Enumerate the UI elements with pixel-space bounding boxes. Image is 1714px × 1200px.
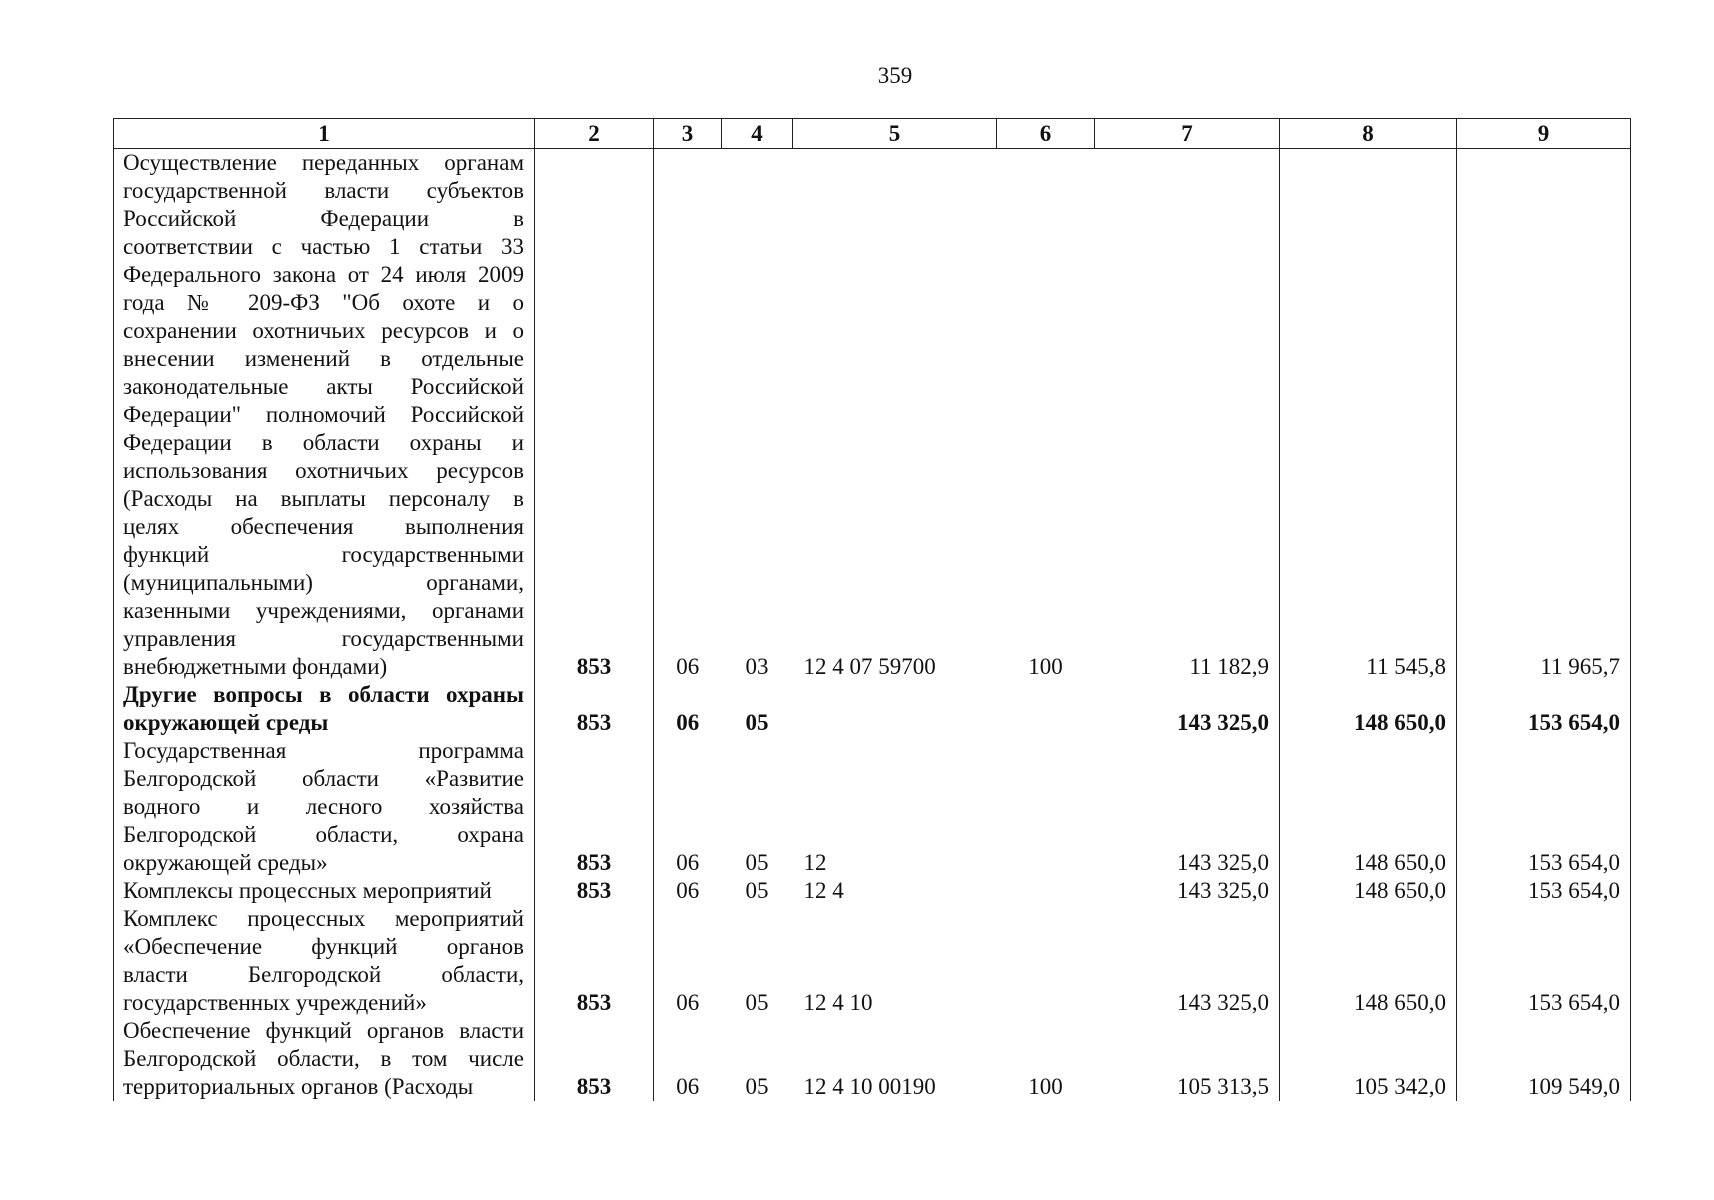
description-line: законодательные акты Российской xyxy=(123,374,524,399)
amount-year3-cell: 153 654,0 xyxy=(1457,905,1631,1017)
table-row xyxy=(114,737,1631,877)
amount-year2-cell: 148 650,0 xyxy=(1280,737,1457,877)
amount-year1-cell: 143 325,0 xyxy=(1095,877,1280,905)
amount-year1-cell: 11 182,9 xyxy=(1095,149,1280,682)
description-line: государственных учреждений» xyxy=(123,990,427,1015)
expense-type-cell xyxy=(997,681,1095,737)
section-code-cell: 06 xyxy=(654,149,722,682)
amount-year1-cell: 143 325,0 xyxy=(1095,737,1280,877)
description-cell xyxy=(114,737,535,877)
table-row xyxy=(114,905,1631,1017)
target-article-cell xyxy=(793,681,997,737)
description-line: Федерации" полномочий Российской xyxy=(123,402,524,427)
subsection-code-cell: 05 xyxy=(745,850,769,875)
section-code-cell: 06 xyxy=(654,905,722,1017)
subsection-code-cell: 05 xyxy=(745,710,769,735)
description-line: внесении изменений в отдельные xyxy=(123,346,524,371)
ministry-code-cell: 853 xyxy=(535,737,654,877)
description-line: территориальных органов (Расходы xyxy=(123,1074,474,1099)
description-line: окружающей среды xyxy=(123,710,329,735)
description-line: внебюджетными фондами) xyxy=(123,654,388,679)
amount-year3-cell: 153 654,0 xyxy=(1457,877,1631,905)
column-header-5: 5 xyxy=(793,119,997,149)
target-article-cell: 12 4 xyxy=(803,878,844,903)
amount-year2-cell: 11 545,8 xyxy=(1280,149,1457,682)
column-header-4: 4 xyxy=(722,119,793,149)
description-line: «Обеспечение функций органов xyxy=(123,934,524,959)
section-code-cell: 06 xyxy=(654,737,722,877)
description-line: (Расходы на выплаты персоналу в xyxy=(123,486,524,511)
table-header-row xyxy=(114,119,1631,149)
target-article-cell: 12 4 10 xyxy=(803,990,873,1015)
description-line: года № 209-ФЗ "Об охоте и о xyxy=(123,290,524,315)
expense-type-cell: 100 xyxy=(1028,1074,1063,1099)
description-line: Комплекс процессных мероприятий xyxy=(123,906,524,931)
column-header-7: 7 xyxy=(1095,119,1280,149)
description-line: управления государственными xyxy=(123,626,524,651)
description-line: водного и лесного хозяйства xyxy=(123,794,524,819)
amount-year2-cell: 148 650,0 xyxy=(1280,877,1457,905)
section-code-cell: 06 xyxy=(654,681,722,737)
description-line: Другие вопросы в области охраны xyxy=(123,682,524,707)
description-line: Осуществление переданных органам xyxy=(123,150,524,175)
description-line: Белгородской области, охрана xyxy=(123,822,524,847)
column-header-8: 8 xyxy=(1280,119,1457,149)
column-header-3: 3 xyxy=(654,119,722,149)
amount-year3-cell: 153 654,0 xyxy=(1457,681,1631,737)
column-header-1: 1 xyxy=(114,119,535,149)
column-header-9: 9 xyxy=(1457,119,1631,149)
description-cell xyxy=(114,905,535,1017)
subsection-code-cell: 05 xyxy=(745,1074,769,1099)
description-line: использования охотничьих ресурсов xyxy=(123,458,524,483)
description-line: Белгородской области, в том числе xyxy=(123,1046,524,1071)
description-line: целях обеспечения выполнения xyxy=(123,514,524,539)
amount-year3-cell: 153 654,0 xyxy=(1457,737,1631,877)
description-line: Комплексы процессных мероприятий xyxy=(123,878,492,903)
amount-year2-cell: 148 650,0 xyxy=(1280,681,1457,737)
description-line: Федерации в области охраны и xyxy=(123,430,524,455)
table-row xyxy=(114,149,1631,682)
amount-year2-cell: 105 342,0 xyxy=(1280,1017,1457,1101)
subsection-code-cell: 03 xyxy=(745,654,769,679)
table-row xyxy=(114,1017,1631,1101)
page-number: 359 xyxy=(877,63,913,88)
ministry-code-cell: 853 xyxy=(535,905,654,1017)
amount-year3-cell: 109 549,0 xyxy=(1457,1017,1631,1101)
description-cell xyxy=(114,1017,535,1101)
description-cell xyxy=(114,149,535,682)
description-line: функций государственными xyxy=(123,542,524,567)
budget-table xyxy=(113,118,1631,1101)
description-cell xyxy=(114,877,535,905)
ministry-code-cell: 853 xyxy=(535,681,654,737)
subsection-code-cell: 05 xyxy=(745,878,769,903)
amount-year3-cell: 11 965,7 xyxy=(1457,149,1631,682)
expense-type-cell xyxy=(997,877,1095,905)
description-line: окружающей среды» xyxy=(123,850,328,875)
table-row xyxy=(114,877,1631,905)
expense-type-cell: 100 xyxy=(1028,654,1063,679)
ministry-code-cell: 853 xyxy=(535,877,654,905)
target-article-cell: 12 4 10 00190 xyxy=(803,1074,936,1099)
expense-type-cell xyxy=(997,905,1095,1017)
table-row xyxy=(114,681,1631,737)
column-header-6: 6 xyxy=(997,119,1095,149)
section-code-cell: 06 xyxy=(654,877,722,905)
target-article-cell: 12 4 07 59700 xyxy=(803,654,936,679)
amount-year1-cell: 143 325,0 xyxy=(1095,681,1280,737)
subsection-code-cell: 05 xyxy=(745,990,769,1015)
description-line: Белгородской области «Развитие xyxy=(123,766,524,791)
description-line: казенными учреждениями, органами xyxy=(123,598,524,623)
description-cell xyxy=(114,681,535,737)
description-line: Обеспечение функций органов власти xyxy=(123,1018,524,1043)
amount-year1-cell: 143 325,0 xyxy=(1095,905,1280,1017)
ministry-code-cell: 853 xyxy=(535,1017,654,1101)
description-line: соответствии с частью 1 статьи 33 xyxy=(123,234,524,259)
amount-year2-cell: 148 650,0 xyxy=(1280,905,1457,1017)
description-line: сохранении охотничьих ресурсов и о xyxy=(123,318,524,343)
amount-year1-cell: 105 313,5 xyxy=(1095,1017,1280,1101)
table-body xyxy=(114,149,1631,1102)
description-line: (муниципальными) органами, xyxy=(123,570,524,595)
target-article-cell: 12 xyxy=(803,850,827,875)
description-line: Российской Федерации в xyxy=(123,206,524,231)
ministry-code-cell: 853 xyxy=(535,149,654,682)
description-line: государственной власти субъектов xyxy=(123,178,524,203)
section-code-cell: 06 xyxy=(654,1017,722,1101)
description-line: власти Белгородской области, xyxy=(123,962,524,987)
column-header-2: 2 xyxy=(535,119,654,149)
description-line: Федерального закона от 24 июля 2009 xyxy=(123,262,524,287)
expense-type-cell xyxy=(997,737,1095,877)
description-line: Государственная программа xyxy=(123,738,524,763)
